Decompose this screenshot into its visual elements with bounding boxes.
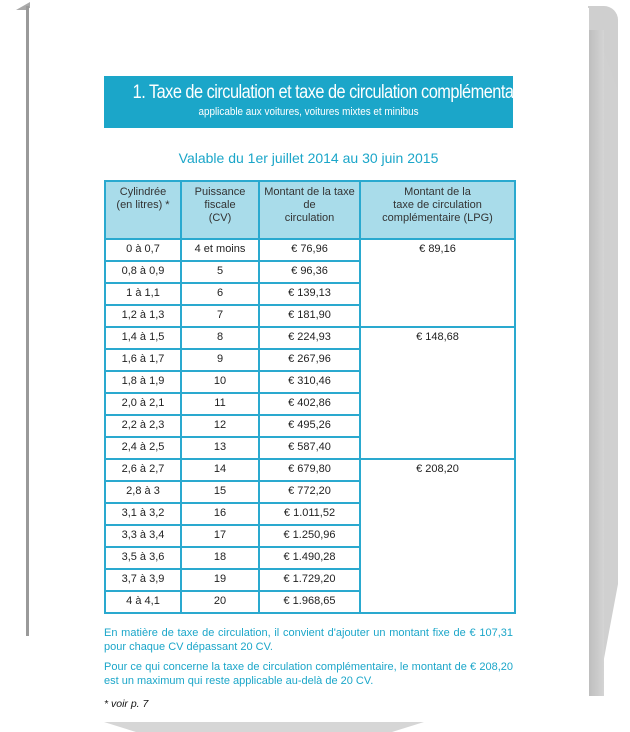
header-cylindree: Cylindrée (en litres) *	[105, 181, 181, 239]
table-row	[105, 459, 515, 481]
cell-cylindree: 2,4 à 2,5	[105, 437, 181, 459]
cell-cylindree: 0,8 à 0,9	[105, 261, 181, 283]
cell-cylindree: 1,4 à 1,5	[105, 327, 181, 349]
note-lpg-max: Pour ce qui concerne la taxe de circulation complémentaire, le montant de € 208,20 est un maximum qui reste applicable au-delà de 20 CV.	[104, 661, 513, 687]
cell-cylindree: 3,1 à 3,2	[105, 503, 181, 525]
cell-cylindree: 3,5 à 3,6	[105, 547, 181, 569]
cell-montant-taxe: € 181,90	[259, 305, 360, 327]
cell-montant-lpg: € 148,68	[360, 327, 515, 459]
cell-cylindree: 1 à 1,1	[105, 283, 181, 305]
cell-cylindree: 3,3 à 3,4	[105, 525, 181, 547]
cell-puissance: 20	[181, 591, 259, 613]
cell-montant-taxe: € 267,96	[259, 349, 360, 371]
cell-cylindree: 2,8 à 3	[105, 481, 181, 503]
cell-montant-taxe: € 310,46	[259, 371, 360, 393]
cell-montant-taxe: € 587,40	[259, 437, 360, 459]
cell-cylindree: 1,2 à 1,3	[105, 305, 181, 327]
cell-montant-taxe: € 495,26	[259, 415, 360, 437]
cell-puissance: 6	[181, 283, 259, 305]
cell-montant-taxe: € 96,36	[259, 261, 360, 283]
cell-cylindree: 2,0 à 2,1	[105, 393, 181, 415]
cell-montant-taxe: € 402,86	[259, 393, 360, 415]
section-subtitle: applicable aux voitures, voitures mixtes et minibus	[198, 106, 419, 118]
cell-puissance: 12	[181, 415, 259, 437]
section-title: 1. Taxe de circulation et taxe de circulation complémentaire	[132, 82, 531, 103]
cell-montant-lpg: € 89,16	[360, 239, 515, 327]
header-montant-taxe: Montant de la taxe de circulation	[259, 181, 360, 239]
cell-puissance: 14	[181, 459, 259, 481]
cell-montant-taxe: € 1.490,28	[259, 547, 360, 569]
cell-puissance: 7	[181, 305, 259, 327]
section-banner	[104, 76, 531, 128]
note-extra-cv: En matière de taxe de circulation, il convient d'ajouter un montant fixe de € 107,31 pour chaque CV dépassant 20 CV.	[104, 627, 513, 653]
cell-montant-taxe: € 76,96	[259, 239, 360, 261]
cell-puissance: 10	[181, 371, 259, 393]
cell-cylindree: 1,8 à 1,9	[105, 371, 181, 393]
cell-puissance: 9	[181, 349, 259, 371]
cell-cylindree: 4 à 4,1	[105, 591, 181, 613]
table-body	[105, 239, 515, 613]
cell-puissance: 13	[181, 437, 259, 459]
cell-puissance: 4 et moins	[181, 239, 259, 261]
cell-montant-taxe: € 1.729,20	[259, 569, 360, 591]
cell-puissance: 16	[181, 503, 259, 525]
cell-cylindree: 2,6 à 2,7	[105, 459, 181, 481]
cell-montant-lpg: € 208,20	[360, 459, 515, 613]
cell-puissance: 18	[181, 547, 259, 569]
cell-puissance: 11	[181, 393, 259, 415]
cell-montant-taxe: € 224,93	[259, 327, 360, 349]
table-row	[105, 327, 515, 349]
header-puissance: Puissance fiscale (CV)	[181, 181, 259, 239]
cell-montant-taxe: € 1.250,96	[259, 525, 360, 547]
cell-puissance: 17	[181, 525, 259, 547]
cell-cylindree: 1,6 à 1,7	[105, 349, 181, 371]
cell-montant-taxe: € 679,80	[259, 459, 360, 481]
page-right-shadow-edge	[588, 30, 604, 696]
cell-montant-taxe: € 772,20	[259, 481, 360, 503]
cell-cylindree: 3,7 à 3,9	[105, 569, 181, 591]
tax-table	[104, 180, 516, 614]
cell-puissance: 15	[181, 481, 259, 503]
page-bottom-shadow	[104, 722, 424, 732]
cell-puissance: 19	[181, 569, 259, 591]
notes	[104, 626, 513, 694]
cell-cylindree: 2,2 à 2,3	[105, 415, 181, 437]
cell-cylindree: 0 à 0,7	[105, 239, 181, 261]
cell-montant-taxe: € 1.968,65	[259, 591, 360, 613]
table-row	[105, 239, 515, 261]
footnote: * voir p. 7	[104, 698, 149, 710]
cell-puissance: 8	[181, 327, 259, 349]
cell-puissance: 5	[181, 261, 259, 283]
validity-period: Valable du 1er juillet 2014 au 30 juin 2015	[178, 150, 439, 166]
cell-montant-taxe: € 1.011,52	[259, 503, 360, 525]
table-header-row	[105, 181, 515, 239]
cell-montant-taxe: € 139,13	[259, 283, 360, 305]
header-montant-lpg: Montant de la taxe de circulation complémentaire (LPG)	[360, 181, 515, 239]
